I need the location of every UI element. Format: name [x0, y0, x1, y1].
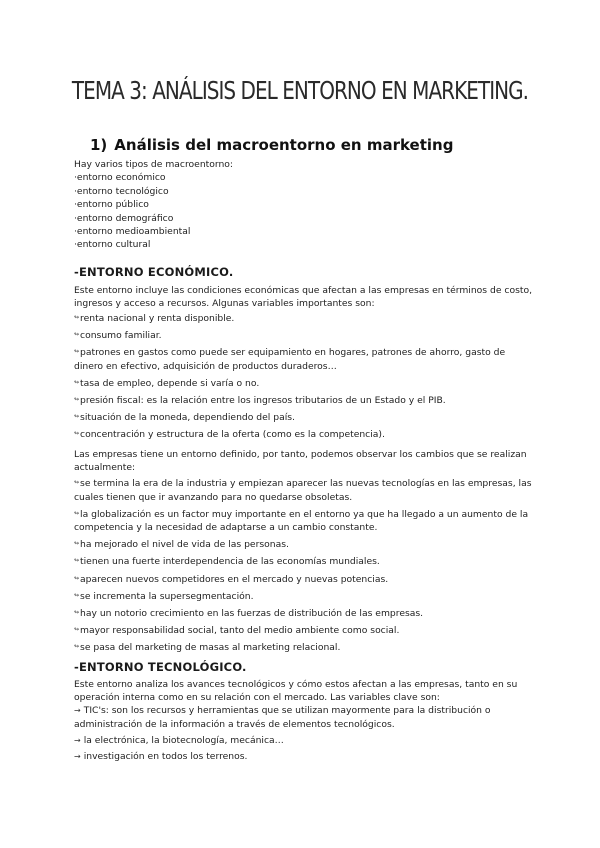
- list-item: ↬situación de la moneda, dependiendo del país.: [74, 412, 295, 424]
- curved-arrow-icon: ↬: [74, 591, 80, 599]
- list-item: ↬aparecen nuevos competidores en el mercado y nuevas potencias.: [74, 573, 389, 585]
- curved-arrow-icon: ↬: [74, 331, 80, 339]
- list-item: ↬tasa de empleo, depende si varía o no.: [74, 377, 260, 389]
- list-item: ·entorno económico: [74, 172, 166, 184]
- curved-arrow-icon: ↬: [74, 509, 80, 517]
- right-arrow-icon: →: [74, 706, 81, 716]
- list-item: ·entorno público: [74, 199, 149, 211]
- list-item: ↬hay un notorio crecimiento en las fuerzas de distribución de las empresas.: [74, 608, 424, 620]
- curved-arrow-icon: ↬: [74, 609, 80, 617]
- curved-arrow-icon: ↬: [74, 430, 80, 438]
- macroentorno-types: [74, 158, 534, 252]
- economic-intro-block: [74, 284, 534, 310]
- types-intro: Hay varios tipos de macroentorno:: [74, 159, 234, 170]
- list-item: ↬ha mejorado el nivel de vida de las personas.: [74, 539, 289, 551]
- curved-arrow-icon: ↬: [74, 413, 80, 421]
- list-item: → investigación en todos los terrenos.: [74, 751, 248, 763]
- curved-arrow-icon: ↬: [74, 396, 80, 404]
- section-heading-text: Análisis del macroentorno en marketing: [114, 136, 454, 154]
- curved-arrow-icon: ↬: [74, 348, 80, 356]
- list-item: ·entorno tecnológico: [74, 185, 169, 197]
- list-item: ↬consumo familiar.: [74, 330, 162, 342]
- list-item: ↬concentración y estructura de la oferta (como es la competencia).: [74, 429, 385, 441]
- curved-arrow-icon: ↬: [74, 643, 80, 651]
- list-item: ↬tienen una fuerte interdependencia de las economías mundiales.: [74, 556, 380, 568]
- list-item: ·entorno demográfico: [74, 212, 174, 224]
- curved-arrow-icon: ↬: [74, 557, 80, 565]
- list-item: ↬se termina la era de la industria y empiezan aparecer las nuevas tecnologías en las empresas, las cuales tienen que ir avanzando para no quedarse obsoletas.: [74, 478, 532, 503]
- list-item: ↬mayor responsabilidad social, tanto del medio ambiente como social.: [74, 625, 400, 637]
- right-arrow-icon: →: [74, 752, 81, 762]
- curved-arrow-icon: ↬: [74, 479, 80, 487]
- document-title: TEMA 3: ANÁLISIS DEL ENTORNO EN MARKETING.: [71, 76, 529, 105]
- list-item: ↬renta nacional y renta disponible.: [74, 313, 235, 324]
- economic-intro: Este entorno incluye las condiciones económicas que afectan a las empresas en términos de costo, ingresos y acceso a recursos. Algunas variables importantes son:: [74, 285, 533, 310]
- economic-variables: [74, 311, 534, 442]
- list-item: ·entorno medioambiental: [74, 226, 191, 238]
- economic-changes: [74, 448, 534, 655]
- list-item: ↬presión fiscal: es la relación entre los ingresos tributarios de un Estado y el PIB.: [74, 395, 446, 407]
- curved-arrow-icon: ↬: [74, 378, 80, 386]
- list-item: ·entorno cultural: [74, 239, 151, 251]
- list-item: ↬patrones en gastos como puede ser equipamiento en hogares, patrones de ahorro, gasto de dinero en efectivo, adquisición de productos duraderos…: [74, 347, 506, 372]
- section-heading-macroentorno: [90, 136, 453, 154]
- economic-heading: -ENTORNO ECONÓMICO.: [74, 265, 234, 279]
- technological-block: [74, 678, 534, 763]
- technological-intro: Este entorno analiza los avances tecnológicos y cómo estos afectan a las empresas, tanto en su operación interna como en su relación con el mercado. Las variables clave son:: [74, 679, 518, 704]
- list-item: ↬la globalización es un factor muy importante en el entorno ya que ha llegado a un aumento de la competencia y la necesidad de adaptarse a un cambio constante.: [74, 508, 529, 534]
- curved-arrow-icon: ↬: [74, 574, 80, 582]
- technological-heading: -ENTORNO TECNOLÓGICO.: [74, 660, 247, 674]
- section-number: 1): [90, 136, 108, 154]
- curved-arrow-icon: ↬: [74, 314, 80, 321]
- list-item: ↬se pasa del marketing de masas al marketing relacional.: [74, 642, 341, 654]
- list-item: → TIC's: son los recursos y herramientas que se utilizan mayormente para la distribución o administración de la información a través de elementos tecnológicos.: [74, 705, 491, 730]
- curved-arrow-icon: ↬: [74, 626, 80, 634]
- list-item: ↬se incrementa la supersegmentación.: [74, 590, 254, 602]
- changes-intro: Las empresas tiene un entorno definido, por tanto, podemos observar los cambios que se realizan actualmente:: [74, 449, 527, 474]
- right-arrow-icon: →: [74, 735, 81, 745]
- curved-arrow-icon: ↬: [74, 540, 80, 548]
- list-item: → la electrónica, la biotecnología, mecánica…: [74, 734, 284, 746]
